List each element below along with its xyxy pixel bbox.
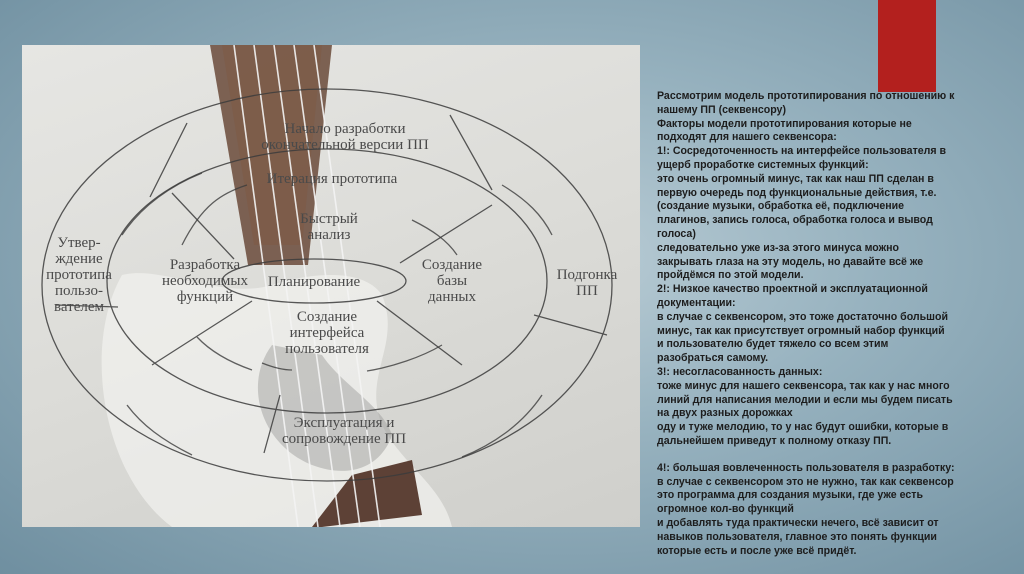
text-block-2: 4!: большая вовлеченность пользователя в разработку: в случае с секвенсором это не нужно, так как секвенсор это программа для создания музыки, где уже есть огромное кол-во функций и добавлять туда практически нечего, всё зависит от навыков пользователя, главное это понять функции которые есть и после уже всё придёт. bbox=[657, 461, 955, 557]
diagram-label-maintenance: Эксплуатация и сопровождение ПП bbox=[281, 415, 407, 447]
diagram-label-iteration: Итерация прототипа bbox=[266, 171, 398, 187]
diagram-label-top: Начало разработки окончательной версии ПП bbox=[261, 121, 429, 153]
diagram-label-planning: Планирование bbox=[267, 274, 361, 290]
diagram-label-database: Создание базы данных bbox=[421, 257, 483, 305]
diagram-image bbox=[22, 45, 640, 527]
diagram-label-approval: Утвер- ждение прототипа пользо- вателем bbox=[46, 235, 112, 315]
slide-text bbox=[657, 90, 997, 574]
diagram-label-quick-analysis: Быстрый анализ bbox=[300, 211, 358, 243]
diagram-label-develop-functions: Разработка необходимых функций bbox=[162, 257, 248, 305]
diagram-label-fitting: Подгонка ПП bbox=[556, 267, 618, 299]
red-accent-tab bbox=[878, 0, 936, 92]
text-block-1: Рассмотрим модель прототипирования по отношению к нашему ПП (секвенсору) Факторы модели прототипирования которые не подходят для нашего секвенсора: 1!: Сосредоточенность на интерфейсе пользователя в ущерб проработке системных функций: это очень огромный минус, так как наш ПП сделан в первую очередь под функциональные действия, т.е. (создание музыки, обработка её, подключение плагинов, запись голоса, обработка голоса и вывод голоса) следовательно уже из-за этого минуса можно закрывать глаза на эту модель, но давайте всё же пройдёмся по этой модели. 2!: Низкое качество проектной и эксплуатационной документации: в случае с секвенсором, это тоже достаточно большой минус, так как присутствует огромный набор функций и пользователю будет тяжело со всем этим разобраться самому. 3!: несогласованность данных: тоже минус для нашего секвенсора, так как у нас много линий для написания мелодии и если мы будем писать на двух разных дорожках оду и туже мелодию, то у нас будут ошибки, которые в дальнейшем приведут к полному отказу ПП. bbox=[657, 90, 955, 447]
text-gap bbox=[657, 449, 997, 462]
diagram-label-ui-creation: Создание интерфейса пользователя bbox=[285, 309, 369, 357]
